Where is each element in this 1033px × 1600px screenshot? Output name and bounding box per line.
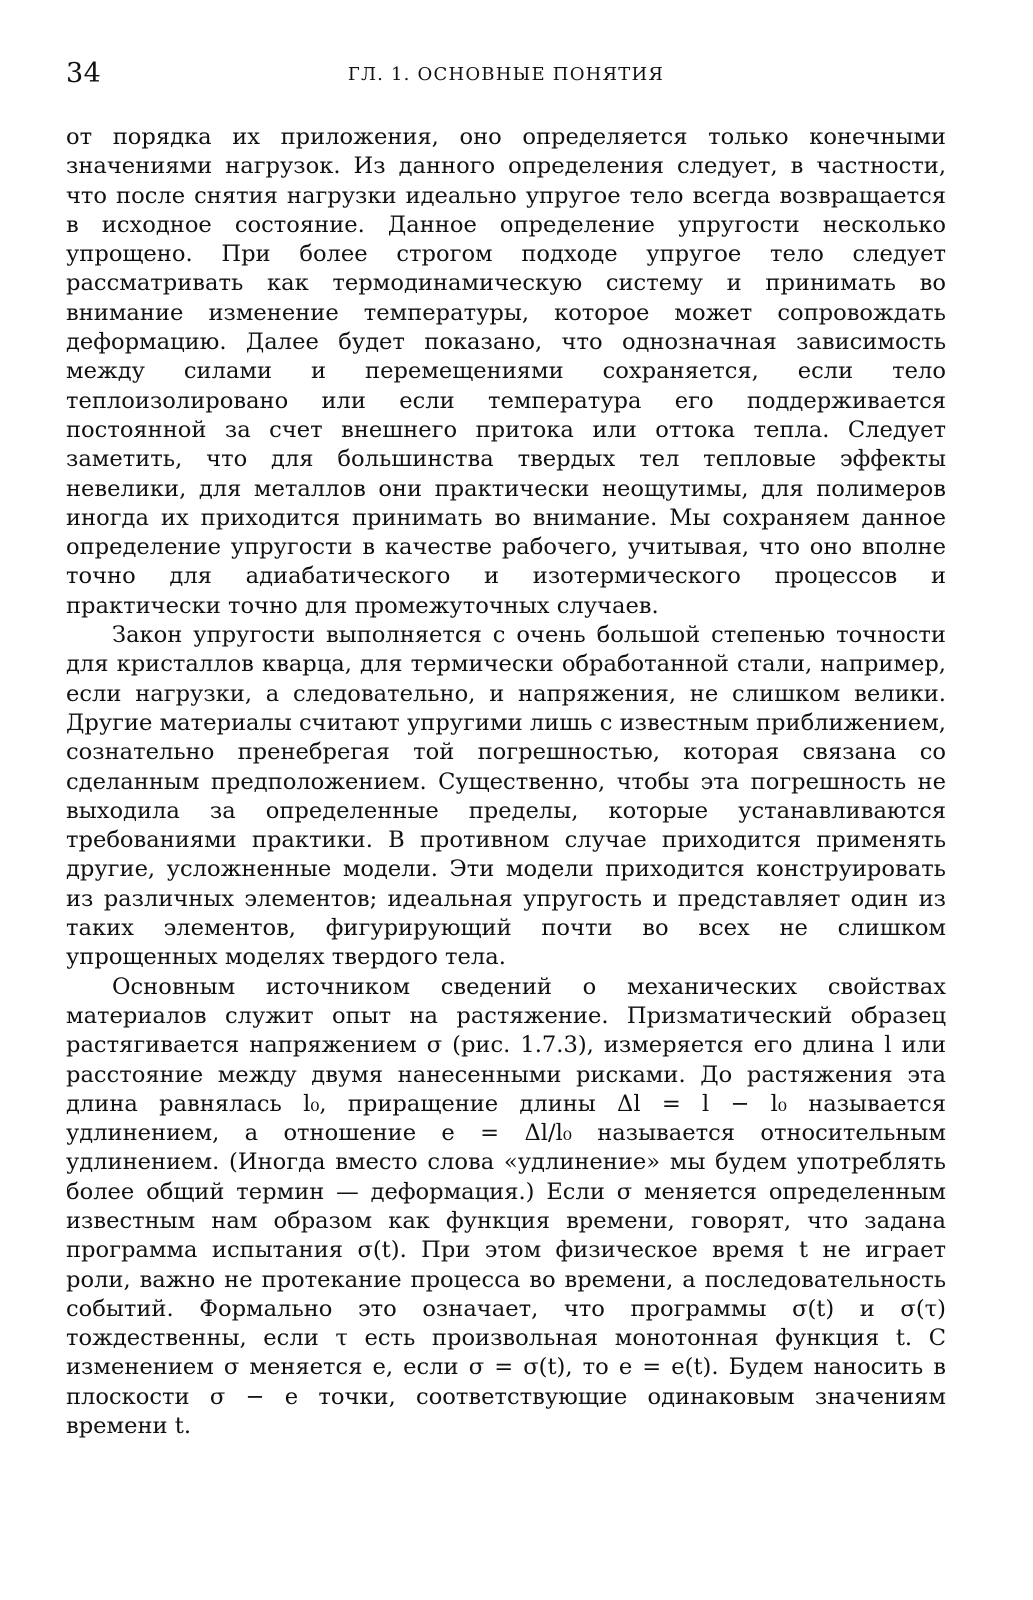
running-title: ГЛ. 1. ОСНОВНЫЕ ПОНЯТИЯ <box>347 64 665 85</box>
page-header <box>66 58 946 98</box>
paragraph-continued: от порядка их приложения, оно определяется только конечными значениями нагрузок. Из данного определения следует, в частности, что после снятия нагрузки идеально упругое тело всегда возвращается в исходное состояние. Данное определение упругости несколько упрощено. При более строгом подходе упругое тело следует рассматривать как термодинамическую систему и принимать во внимание изменение температуры, которое может сопровождать деформацию. Далее будет показано, что однозначная зависимость между силами и перемещениями сохраняется, если тело теплоизолировано или если температура его поддерживается постоянной за счет внешнего притока или оттока тепла. Следует заметить, что для большинства твердых тел тепловые эффекты невелики, для металлов они практически неощутимы, для полимеров иногда их приходится принимать во внимание. Мы сохраняем данное определение упругости в качестве рабочего, учитывая, что оно вполне точно для адиабатического и изотермического процессов и практически точно для промежуточных случаев. <box>66 124 946 619</box>
body-text <box>66 123 946 1441</box>
page-number: 34 <box>66 58 102 89</box>
paragraph-tension-test: Основным источником сведений о механических свойствах материалов служит опыт на растяжение. Призматический образец растягивается напряжением σ (рис. 1.7.3), измеряется его длина l или расстояние между двумя нанесенными рисками. До растяжения эта длина равнялась l₀, приращение длины Δl = l − l₀ называется удлинением, а отношение e = Δl/l₀ называется относительным удлинением. (Иногда вместо слова «удлинение» мы будем употреблять более общий термин — деформация.) Если σ меняется определенным известным нам образом как функция времени, говорят, что задана программа испытания σ(t). При этом физическое время t не играет роли, важно не протекание процесса во времени, а последовательность событий. Формально это означает, что программы σ(t) и σ(τ) тождественны, если τ есть произвольная монотонная функция t. С изменением σ меняется e, если σ = σ(t), то e = e(t). Будем наносить в плоскости σ − e точки, соответствующие одинаковым значениям времени t. <box>66 973 946 1440</box>
paragraph-elasticity-law: Закон упругости выполняется с очень большой степенью точности для кристаллов кварца, для термически обработанной стали, например, если нагрузки, а следовательно, и напряжения, не слишком велики. Другие материалы считают упругими лишь с известным приближением, сознательно пренебрегая той погрешностью, которая связана со сделанным предположением. Существенно, чтобы эта погрешность не выходила за определенные пределы, которые устанавливаются требованиями практики. В противном случае приходится применять другие, усложненные модели. Эти модели приходится конструировать из различных элементов; идеальная упругость и представляет один из таких элементов, фигурирующий почти во всех не слишком упрощенных моделях твердого тела. <box>66 622 946 971</box>
